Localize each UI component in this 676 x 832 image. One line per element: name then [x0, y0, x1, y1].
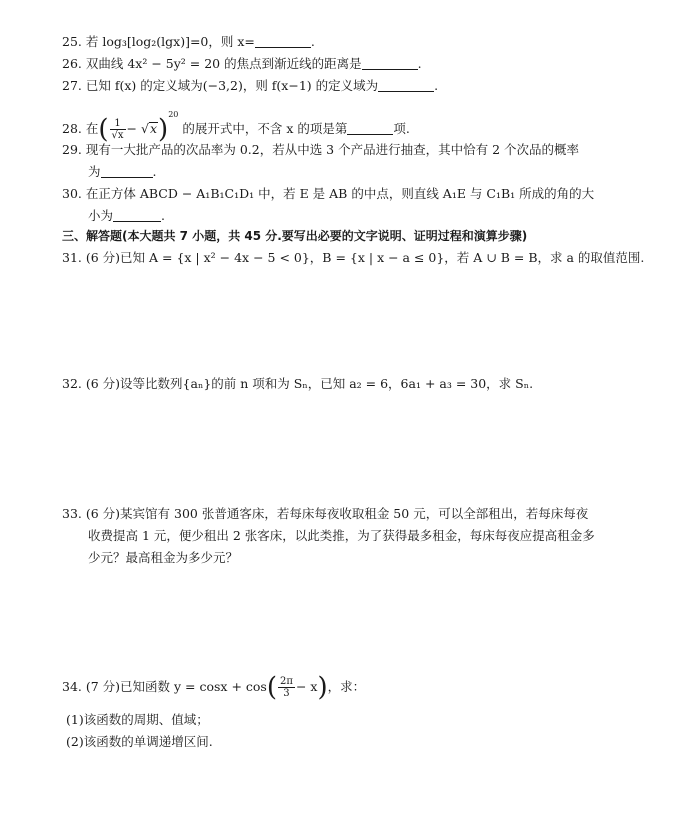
sqrt-x: x — [149, 121, 158, 136]
fraction — [278, 676, 295, 699]
answer-blank — [255, 35, 311, 48]
question-29-line2 — [88, 164, 157, 180]
problem-33-line1: 33. (6 分)某宾馆有 300 张普通客床，若每床每夜收取租金 50 元，可以全部租出，若每床每夜 — [62, 506, 589, 521]
question-28: 28. 在( $\frac{1}{√x}$ − √x)$^{20}$ 的展开式中，不含 x 的项是第 项. — [62, 110, 410, 145]
question-25 — [62, 34, 315, 50]
question-30-line1: 30. 在正方体 ABCD − A₁B₁C₁D₁ 中，若 E 是 AB 的中点，则直线 A₁E 与 C₁B₁ 所成的角的大 — [62, 186, 595, 201]
answer-blank — [362, 57, 418, 70]
exponent: 20 — [168, 110, 179, 119]
right-paren: ) — [158, 114, 169, 145]
question-27-text: 27. 已知 f(x) 的定义域为(−3,2)，则 f(x−1) 的定义域为 — [62, 78, 379, 93]
question-26 — [62, 56, 422, 72]
problem-31: 31. (6 分)已知 A = {x | x² − 4x − 5 < 0}，B = {x | x − a ≤ 0}，若 A ∪ B = B，求 a 的取值范围. — [62, 250, 645, 265]
problem-34 — [62, 672, 365, 702]
question-29-prefix: 为 — [88, 164, 101, 179]
problem-33-line3: 少元？最高租金为多少元？ — [88, 550, 239, 565]
problem-34-sub1: (1)该函数的周期、值域； — [66, 712, 209, 727]
question-28-prefix: 28. 在 — [62, 121, 99, 136]
question-end: . — [161, 208, 165, 223]
problem-34-prefix: 34. (7 分)已知函数 y = cosx + cos — [62, 679, 267, 694]
problem-34-suffix: ，求： — [327, 679, 366, 694]
question-end: . — [310, 34, 315, 49]
question-end: 项. — [393, 121, 410, 136]
fraction-numerator: 1 — [110, 118, 126, 130]
question-25-text: 25. 若 log₃[log₂(lgx)]=0，则 x= — [62, 34, 255, 49]
answer-blank — [113, 209, 161, 222]
fraction — [110, 118, 126, 141]
answer-blank — [101, 165, 153, 178]
after-fraction: − x — [295, 679, 318, 694]
problem-34-sub2: (2)该函数的单调递增区间. — [66, 734, 213, 749]
question-end: . — [417, 56, 422, 71]
answer-blank — [378, 79, 434, 92]
fraction-denominator: √x — [111, 130, 124, 141]
question-26-text: 26. 双曲线 4x² − 5y² = 20 的焦点到渐近线的距离是 — [62, 56, 362, 71]
left-paren: ( — [98, 114, 109, 145]
fraction-denominator: 3 — [283, 688, 290, 699]
problem-32: 32. (6 分)设等比数列{aₙ}的前 n 项和为 Sₙ，已知 a₂ = 6，6a₁ + a₃ = 30，求 Sₙ. — [62, 376, 534, 391]
left-paren: ( — [266, 672, 277, 703]
question-end: . — [152, 164, 157, 179]
fraction-numerator: 2π — [280, 676, 293, 687]
question-27 — [62, 78, 438, 94]
question-29-line1: 29. 现有一大批产品的次品率为 0.2，若从中选 3 个产品进行抽查，其中恰有 2 个次品的概率 — [62, 142, 580, 157]
question-28-suffix: 的展开式中，不含 x 的项是第 — [182, 121, 348, 136]
question-30-prefix: 小为 — [88, 208, 114, 223]
problem-33-line2: 收费提高 1 元，便少租出 2 张客床，以此类推，为了获得最多租金，每床每夜应提高租金多 — [88, 528, 595, 543]
right-paren: ) — [317, 672, 328, 703]
minus-sign: − — [126, 121, 138, 136]
question-30-line2 — [88, 208, 165, 224]
section-heading: 三、解答题(本大题共 7 小题，共 45 分.要写出必要的文字说明、证明过程和演算步骤) — [62, 229, 528, 243]
question-end: . — [434, 78, 439, 93]
answer-blank — [347, 122, 393, 135]
